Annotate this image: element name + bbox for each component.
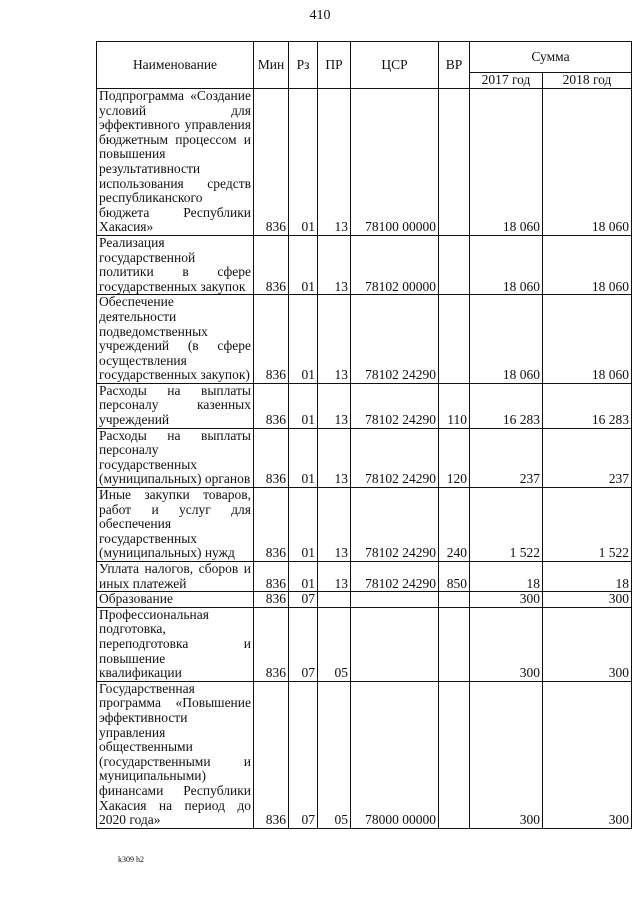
cell-y2017: 300 <box>470 607 543 681</box>
cell-name: Расходы на выплаты персоналу государственных (муниципальных) органов <box>97 428 254 487</box>
cell-vr: 240 <box>439 488 470 562</box>
cell-pr: 13 <box>318 562 351 592</box>
cell-y2017: 18 060 <box>470 235 543 294</box>
cell-csr: 78102 24290 <box>351 295 439 384</box>
cell-y2018: 18 060 <box>543 89 632 236</box>
cell-min: 836 <box>254 235 289 294</box>
header-year-2017: 2017 год <box>470 73 543 89</box>
cell-min: 836 <box>254 428 289 487</box>
table-row <box>97 383 632 428</box>
cell-name: Уплата налогов, сборов и иных платежей <box>97 562 254 592</box>
cell-csr: 78102 24290 <box>351 428 439 487</box>
cell-rz: 07 <box>289 681 318 828</box>
cell-name: Профессиональная подготовка, переподготовка и повышение квалификации <box>97 607 254 681</box>
cell-pr: 05 <box>318 681 351 828</box>
cell-rz: 01 <box>289 383 318 428</box>
cell-vr <box>439 89 470 236</box>
cell-min: 836 <box>254 592 289 608</box>
cell-y2018: 18 <box>543 562 632 592</box>
cell-vr <box>439 607 470 681</box>
header-pr: ПР <box>318 42 351 89</box>
cell-pr: 13 <box>318 383 351 428</box>
header-min: Мин <box>254 42 289 89</box>
header-year-2018: 2018 год <box>543 73 632 89</box>
table-body <box>97 89 632 829</box>
cell-y2017: 16 283 <box>470 383 543 428</box>
cell-vr <box>439 235 470 294</box>
table-row <box>97 592 632 608</box>
table-row <box>97 89 632 236</box>
cell-rz: 07 <box>289 592 318 608</box>
table-row <box>97 681 632 828</box>
cell-min: 836 <box>254 607 289 681</box>
footer-code: k309 h2 <box>118 855 144 864</box>
header-vr: ВР <box>439 42 470 89</box>
cell-y2018: 237 <box>543 428 632 487</box>
cell-name: Иные закупки товаров, работ и услуг для обеспечения государственных (муниципальных) нужд <box>97 488 254 562</box>
cell-min: 836 <box>254 89 289 236</box>
header-name: Наименование <box>97 42 254 89</box>
cell-pr: 13 <box>318 428 351 487</box>
cell-csr <box>351 607 439 681</box>
cell-y2018: 1 522 <box>543 488 632 562</box>
cell-y2017: 300 <box>470 592 543 608</box>
cell-y2017: 18 <box>470 562 543 592</box>
cell-name: Образование <box>97 592 254 608</box>
header-rz: Рз <box>289 42 318 89</box>
cell-y2018: 300 <box>543 592 632 608</box>
cell-csr: 78102 24290 <box>351 562 439 592</box>
cell-y2017: 1 522 <box>470 488 543 562</box>
cell-vr: 120 <box>439 428 470 487</box>
cell-y2017: 300 <box>470 681 543 828</box>
cell-csr: 78000 00000 <box>351 681 439 828</box>
cell-y2017: 18 060 <box>470 89 543 236</box>
cell-min: 836 <box>254 295 289 384</box>
cell-y2017: 237 <box>470 428 543 487</box>
table-row <box>97 488 632 562</box>
cell-name: Обеспечение деятельности подведомственных учреждений (в сфере осуществления государственных закупок) <box>97 295 254 384</box>
table-row <box>97 562 632 592</box>
page-number: 410 <box>309 8 331 23</box>
cell-csr <box>351 592 439 608</box>
cell-y2018: 300 <box>543 681 632 828</box>
cell-pr <box>318 592 351 608</box>
cell-rz: 01 <box>289 428 318 487</box>
cell-rz: 01 <box>289 562 318 592</box>
cell-rz: 07 <box>289 607 318 681</box>
cell-vr <box>439 295 470 384</box>
cell-csr: 78100 00000 <box>351 89 439 236</box>
cell-csr: 78102 00000 <box>351 235 439 294</box>
cell-pr: 13 <box>318 89 351 236</box>
cell-name: Государственная программа «Повышение эффективности управления общественными (государственными и муниципальными) финансами Республики Хакасия на период до 2020 года» <box>97 681 254 828</box>
table-row <box>97 428 632 487</box>
cell-pr: 05 <box>318 607 351 681</box>
cell-min: 836 <box>254 562 289 592</box>
table-row <box>97 235 632 294</box>
cell-name: Подпрограмма «Создание условий для эффективного управления бюджетным процессом и повышения результативности использования средств республиканского бюджета Республики Хакасия» <box>97 89 254 236</box>
cell-rz: 01 <box>289 295 318 384</box>
cell-pr: 13 <box>318 295 351 384</box>
header-csr: ЦСР <box>351 42 439 89</box>
cell-vr <box>439 592 470 608</box>
cell-min: 836 <box>254 488 289 562</box>
table-row <box>97 295 632 384</box>
cell-vr <box>439 681 470 828</box>
cell-vr: 850 <box>439 562 470 592</box>
cell-y2018: 18 060 <box>543 235 632 294</box>
cell-rz: 01 <box>289 89 318 236</box>
cell-name: Реализация государственной политики в сфере государственных закупок <box>97 235 254 294</box>
cell-rz: 01 <box>289 488 318 562</box>
cell-rz: 01 <box>289 235 318 294</box>
cell-csr: 78102 24290 <box>351 383 439 428</box>
table-row <box>97 607 632 681</box>
header-sum: Сумма <box>470 42 632 73</box>
cell-min: 836 <box>254 383 289 428</box>
cell-y2017: 18 060 <box>470 295 543 384</box>
cell-vr: 110 <box>439 383 470 428</box>
budget-table <box>96 41 632 829</box>
cell-min: 836 <box>254 681 289 828</box>
cell-csr: 78102 24290 <box>351 488 439 562</box>
cell-pr: 13 <box>318 488 351 562</box>
cell-y2018: 18 060 <box>543 295 632 384</box>
cell-name: Расходы на выплаты персоналу казенных учреждений <box>97 383 254 428</box>
cell-pr: 13 <box>318 235 351 294</box>
cell-y2018: 16 283 <box>543 383 632 428</box>
cell-y2018: 300 <box>543 607 632 681</box>
